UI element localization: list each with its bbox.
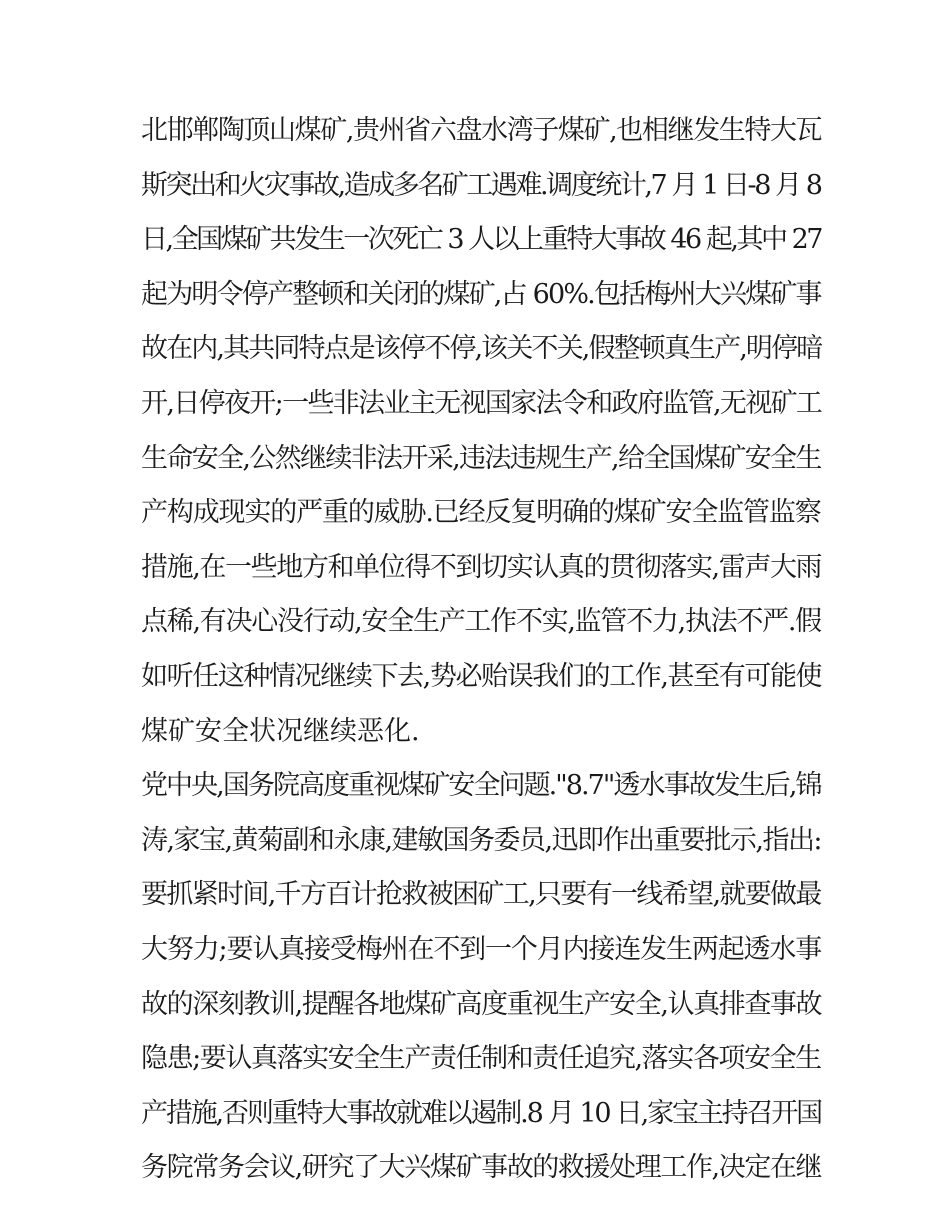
text-line: 点稀,有决心没行动,安全生产工作不实,监管不力,执法不严.假 xyxy=(141,606,821,638)
text-line: 产措施,否则重特大事故就难以遏制.8 月 10 日,家宝主持召开国 xyxy=(141,1097,822,1129)
text-line: 务院常务会议,研究了大兴煤矿事故的救援处理工作,决定在继 xyxy=(141,1152,822,1184)
text-line: 北邯郸陶顶山煤矿,贵州省六盘水湾子煤矿,也相继发生特大瓦 xyxy=(141,115,822,146)
text-line: 煤矿安全状况继续恶化. xyxy=(141,715,420,747)
text-line: 开,日停夜开;一些非法业主无视国家法令和政府监管,无视矿工 xyxy=(141,387,822,419)
text-line: 产构成现实的严重的威胁.已经反复明确的煤矿安全监管监察 xyxy=(141,497,821,529)
text-line: 斯突出和火灾事故,造成多名矿工遇难.调度统计,7 月 1 日-8 月 8 xyxy=(141,169,821,201)
text-line: 党中央,国务院高度重视煤矿安全问题."8.7"透水事故发生后,锦 xyxy=(141,770,821,802)
text-line: 隐患;要认真落实安全生产责任制和责任追究,落实各项安全生 xyxy=(141,1043,821,1075)
text-line: 大努力;要认真接受梅州在不到一个月内接连发生两起透水事 xyxy=(141,933,822,965)
text-line: 故在内,其共同特点是该停不停,该关不关,假整顿真生产,明停暗 xyxy=(141,333,822,365)
text-line: 涛,家宝,黄菊副和永康,建敏国务委员,迅即作出重要批示,指出: xyxy=(141,824,822,856)
body-text xyxy=(141,104,821,1196)
text-line: 要抓紧时间,千方百计抢救被困矿工,只要有一线希望,就要做最 xyxy=(141,879,821,911)
text-line: 如听任这种情况继续下去,势必贻误我们的工作,甚至有可能使 xyxy=(141,660,822,692)
text-line: 故的深刻教训,提醒各地煤矿高度重视生产安全,认真排查事故 xyxy=(141,988,822,1020)
text-line: 起为明令停产整顿和关闭的煤矿,占 60%.包括梅州大兴煤矿事 xyxy=(141,278,821,310)
text-line: 措施,在一些地方和单位得不到切实认真的贯彻落实,雷声大雨 xyxy=(141,551,822,583)
text-line: 生命安全,公然继续非法开采,违法违规生产,给全国煤矿安全生 xyxy=(141,442,821,474)
text-line: 日,全国煤矿共发生一次死亡 3 人以上重特大事故 46 起,其中 27 xyxy=(141,224,821,256)
